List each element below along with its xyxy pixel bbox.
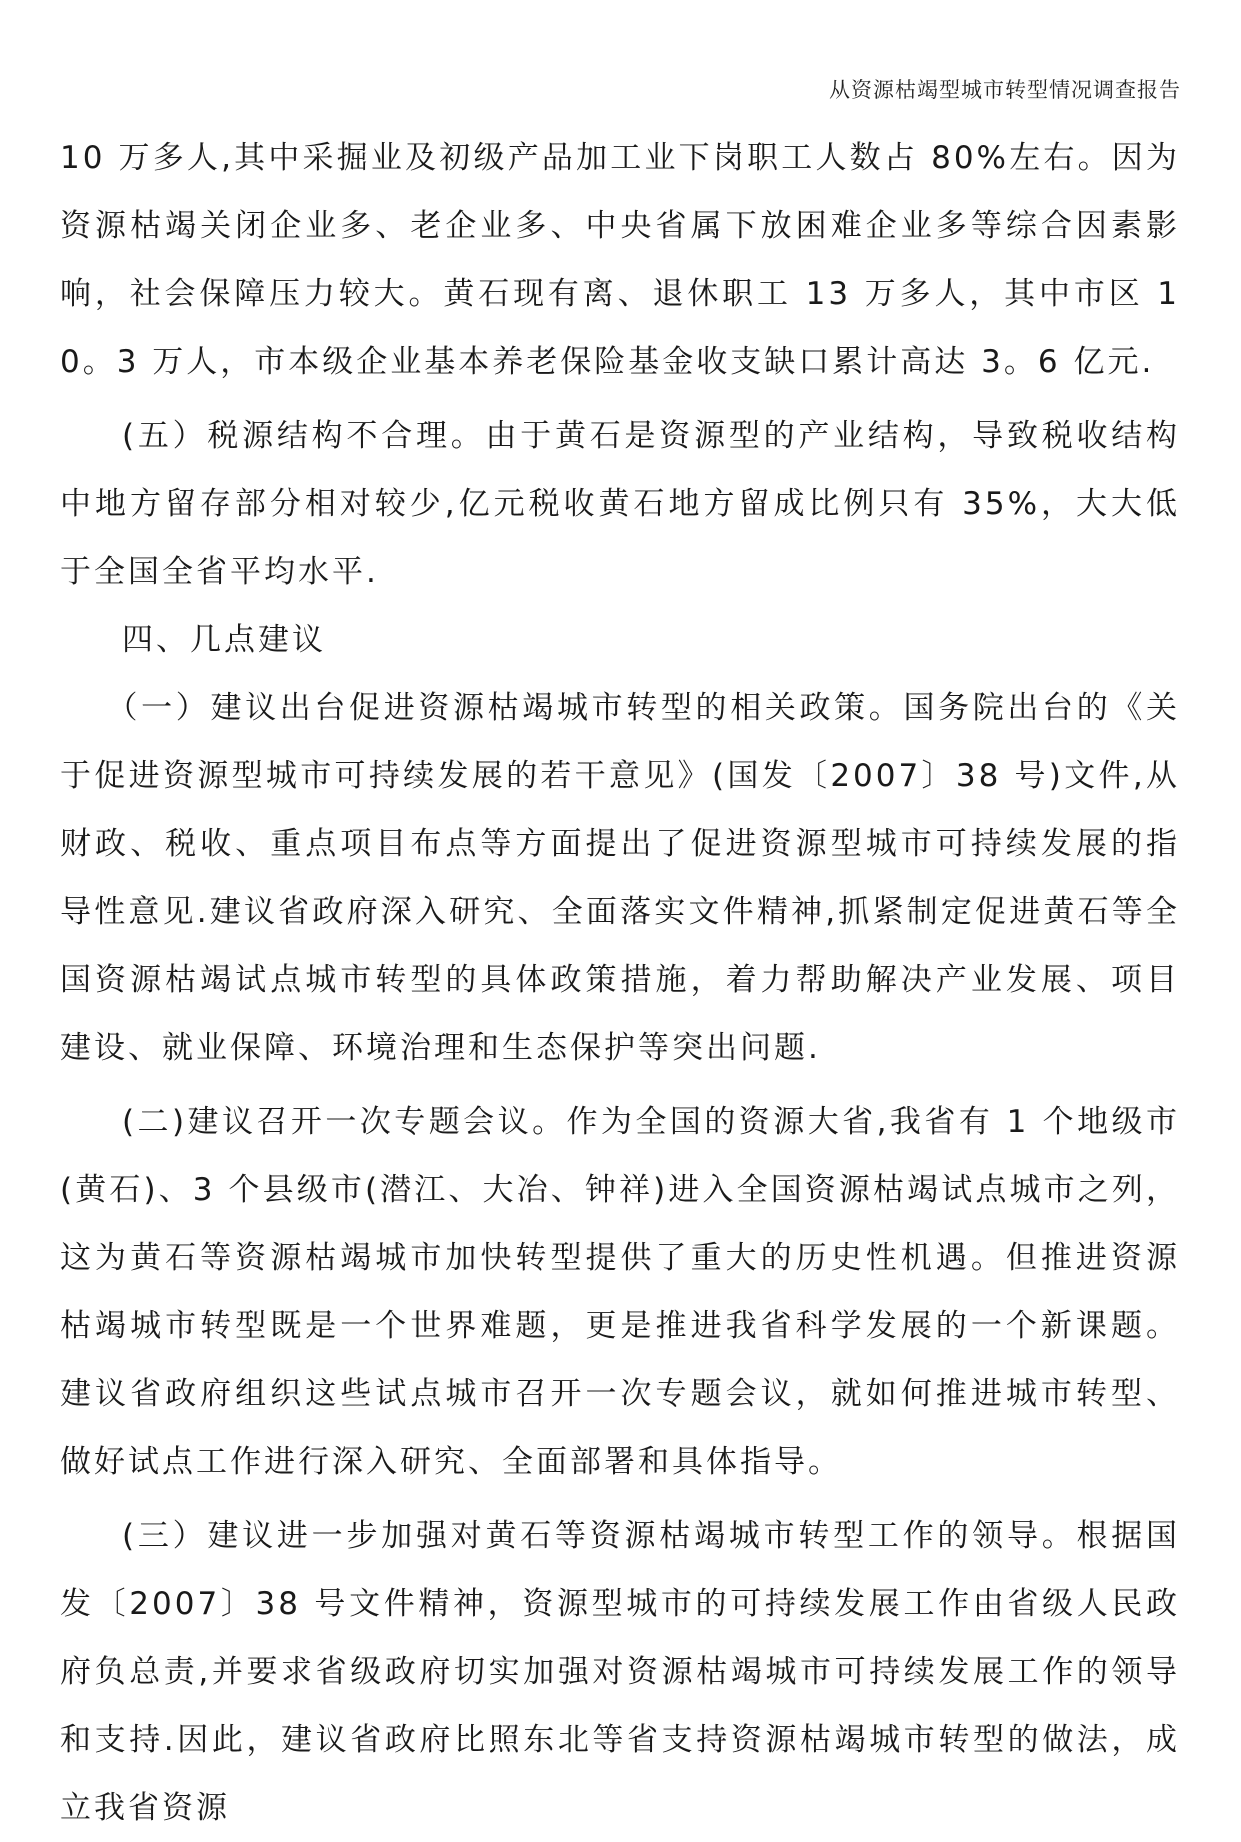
paragraph-tax-structure: (五）税源结构不合理。由于黄石是资源型的产业结构，导致税收结构中地方留存部分相对较少,亿元税收黄石地方留成比例只有 35%，大大低于全国全省平均水平. (60, 418, 1180, 590)
paragraph-suggestion-3: (三）建议进一步加强对黄石等资源枯竭城市转型工作的领导。根据国发〔2007〕38 号文件精神，资源型城市的可持续发展工作由省级人民政府负总责,并要求省级政府切实加强对资源枯竭城市可持续发展工作的领导和支持.因此，建议省政府比照东北等省支持资源枯竭城市转型的做法，成立我省资源 (60, 1518, 1180, 1826)
section-heading-suggestions: 四、几点建议 (122, 622, 326, 658)
document-body (60, 124, 1180, 1842)
paragraph-suggestion-1: （一）建议出台促进资源枯竭城市转型的相关政策。国务院出台的《关于促进资源型城市可持续发展的若干意见》(国发〔2007〕38 号)文件,从财政、税收、重点项目布点等方面提出了促进资源型城市可持续发展的指导性意见.建议省政府深入研究、全面落实文件精神,抓紧制定促进黄石等全国资源枯竭试点城市转型的具体政策措施，着力帮助解决产业发展、项目建设、就业保障、环境治理和生态保护等突出问题. (60, 690, 1180, 1066)
paragraph-suggestion-2: (二)建议召开一次专题会议。作为全国的资源大省,我省有 1 个地级市(黄石)、3 个县级市(潜江、大冶、钟祥)进入全国资源枯竭试点城市之列，这为黄石等资源枯竭城市加快转型提供了重大的历史性机遇。但推进资源枯竭城市转型既是一个世界难题，更是推进我省科学发展的一个新课题。建议省政府组织这些试点城市召开一次专题会议，就如何推进城市转型、做好试点工作进行深入研究、全面部署和具体指导。 (60, 1104, 1180, 1480)
running-header: 从资源枯竭型城市转型情况调查报告 (829, 78, 1181, 102)
paragraph-social-security: 10 万多人,其中采掘业及初级产品加工业下岗职工人数占 80%左右。因为资源枯竭关闭企业多、老企业多、中央省属下放困难企业多等综合因素影响，社会保障压力较大。黄石现有离、退休职工 13 万多人，其中市区 10。3 万人，市本级企业基本养老保险基金收支缺口累计高达 3。6 亿元. (60, 140, 1180, 380)
